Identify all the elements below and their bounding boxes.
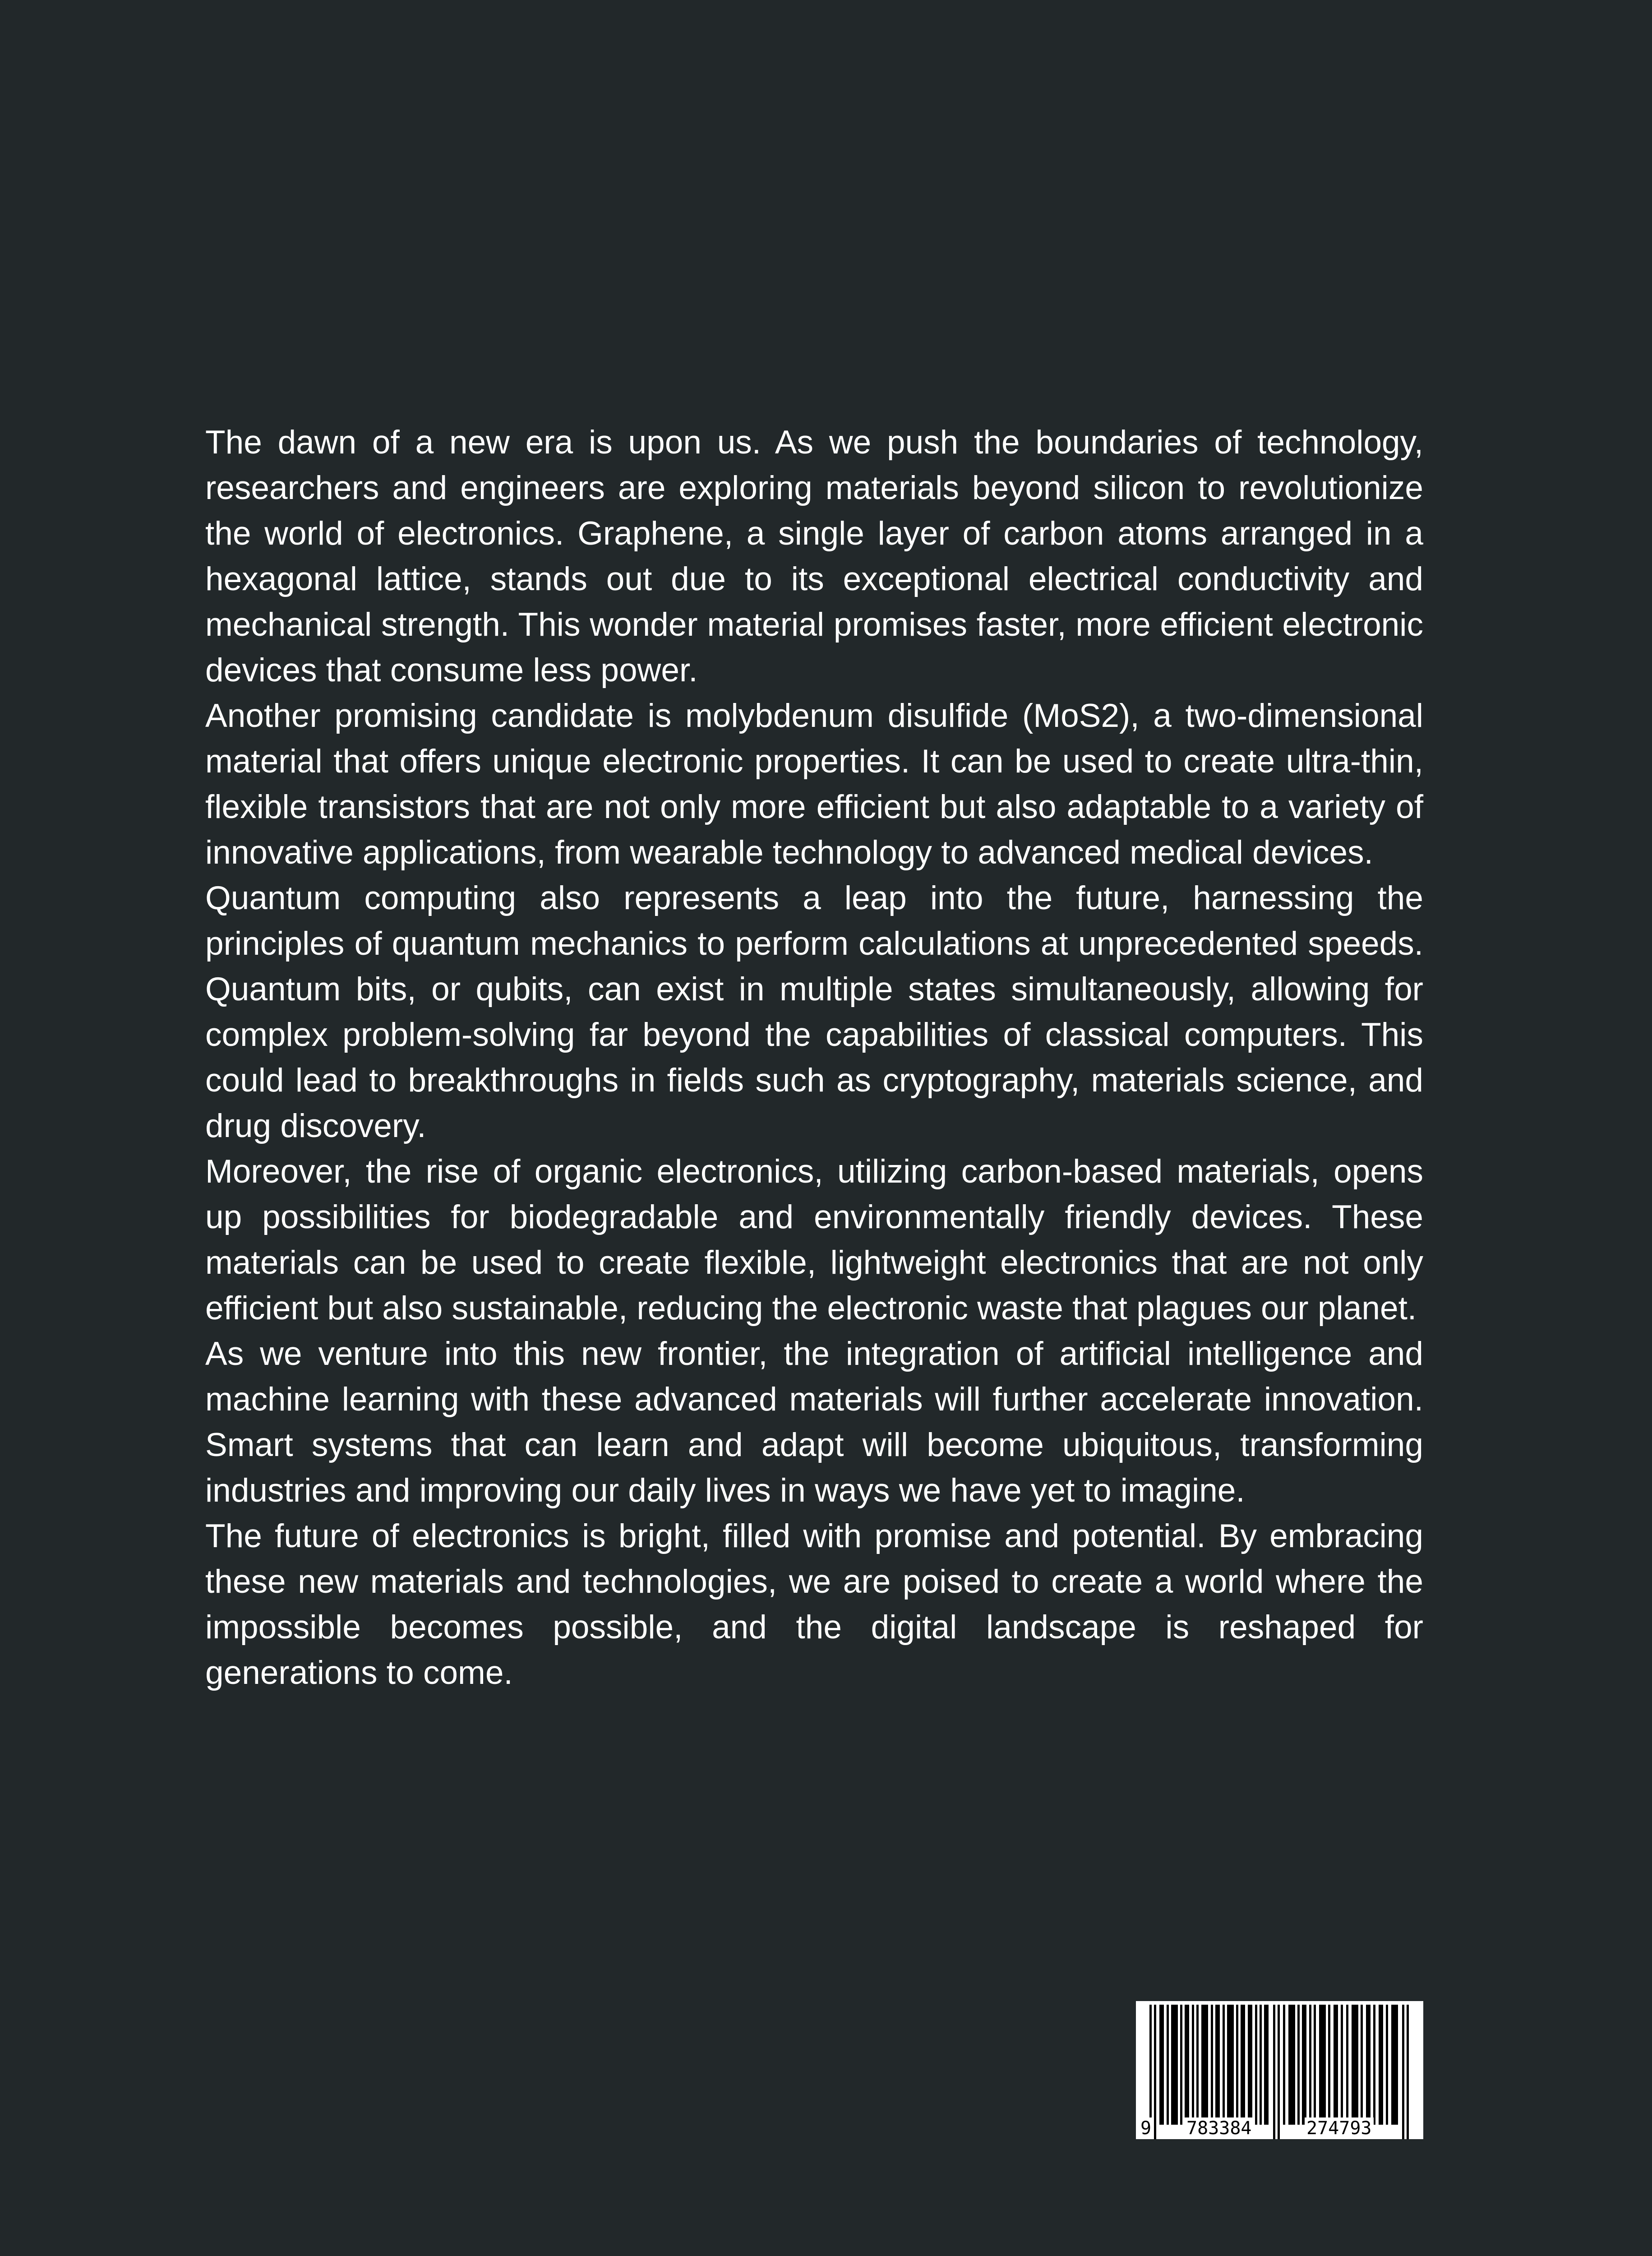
barcode-digits [1136,2117,1423,2139]
barcode-lead-digit: 9 [1139,2117,1153,2139]
blurb-paragraph: The dawn of a new era is upon us. As we push the boundaries of technology, researchers and engineers are exploring materials beyond silicon to revolutionize the world of electronics. Graphene, a single layer of carbon atoms arranged in a hexagonal lattice, stands out due to its exceptional electrical conductivity and mechanical strength. This wonder material promises faster, more efficient electronic devices that consume less power. [205,424,1423,689]
blurb-paragraph: As we venture into this new frontier, the integration of artificial intelligence and machine learning with these advanced materials will further accelerate innovation. Smart systems that can learn and adapt will become ubiquitous, transforming industries and improving our daily lives in ways we have yet to imagine. [205,1336,1423,1509]
blurb-paragraph: Quantum computing also represents a leap into the future, harnessing the principles of quantum mechanics to perform calculations at unprecedented speeds. Quantum bits, or qubits, can exist in multiple states simultaneously, allowing for complex problem-solving far beyond the capabilities of classical computers. This could lead to breakthroughs in fields such as cryptography, materials science, and drug discovery. [205,880,1423,1144]
back-cover-blurb [205,420,1423,1696]
blurb-paragraph: Moreover, the rise of organic electronics, utilizing carbon-based materials, opens up possibilities for biodegradable and environmentally friendly devices. These materials can be used to create flexible, lightweight electronics that are not only efficient but also sustainable, reducing the electronic waste that plagues our planet. [205,1153,1423,1327]
blurb-paragraph: The future of electronics is bright, filled with promise and potential. By embracing these new materials and technologies, we are poised to create a world where the impossible becomes possible, and the digital landscape is reshaped for generations to come. [205,1518,1423,1691]
barcode-right-group: 274793 [1305,2117,1374,2139]
barcode-left-group: 783384 [1185,2117,1254,2139]
isbn-barcode [1136,2001,1423,2139]
blurb-paragraph: Another promising candidate is molybdenum disulfide (MoS2), a two-dimensional material that offers unique electronic properties. It can be used to create ultra-thin, flexible transistors that are not only more efficient but also adaptable to a variety of innovative applications, from wearable technology to advanced medical devices. [205,698,1423,871]
